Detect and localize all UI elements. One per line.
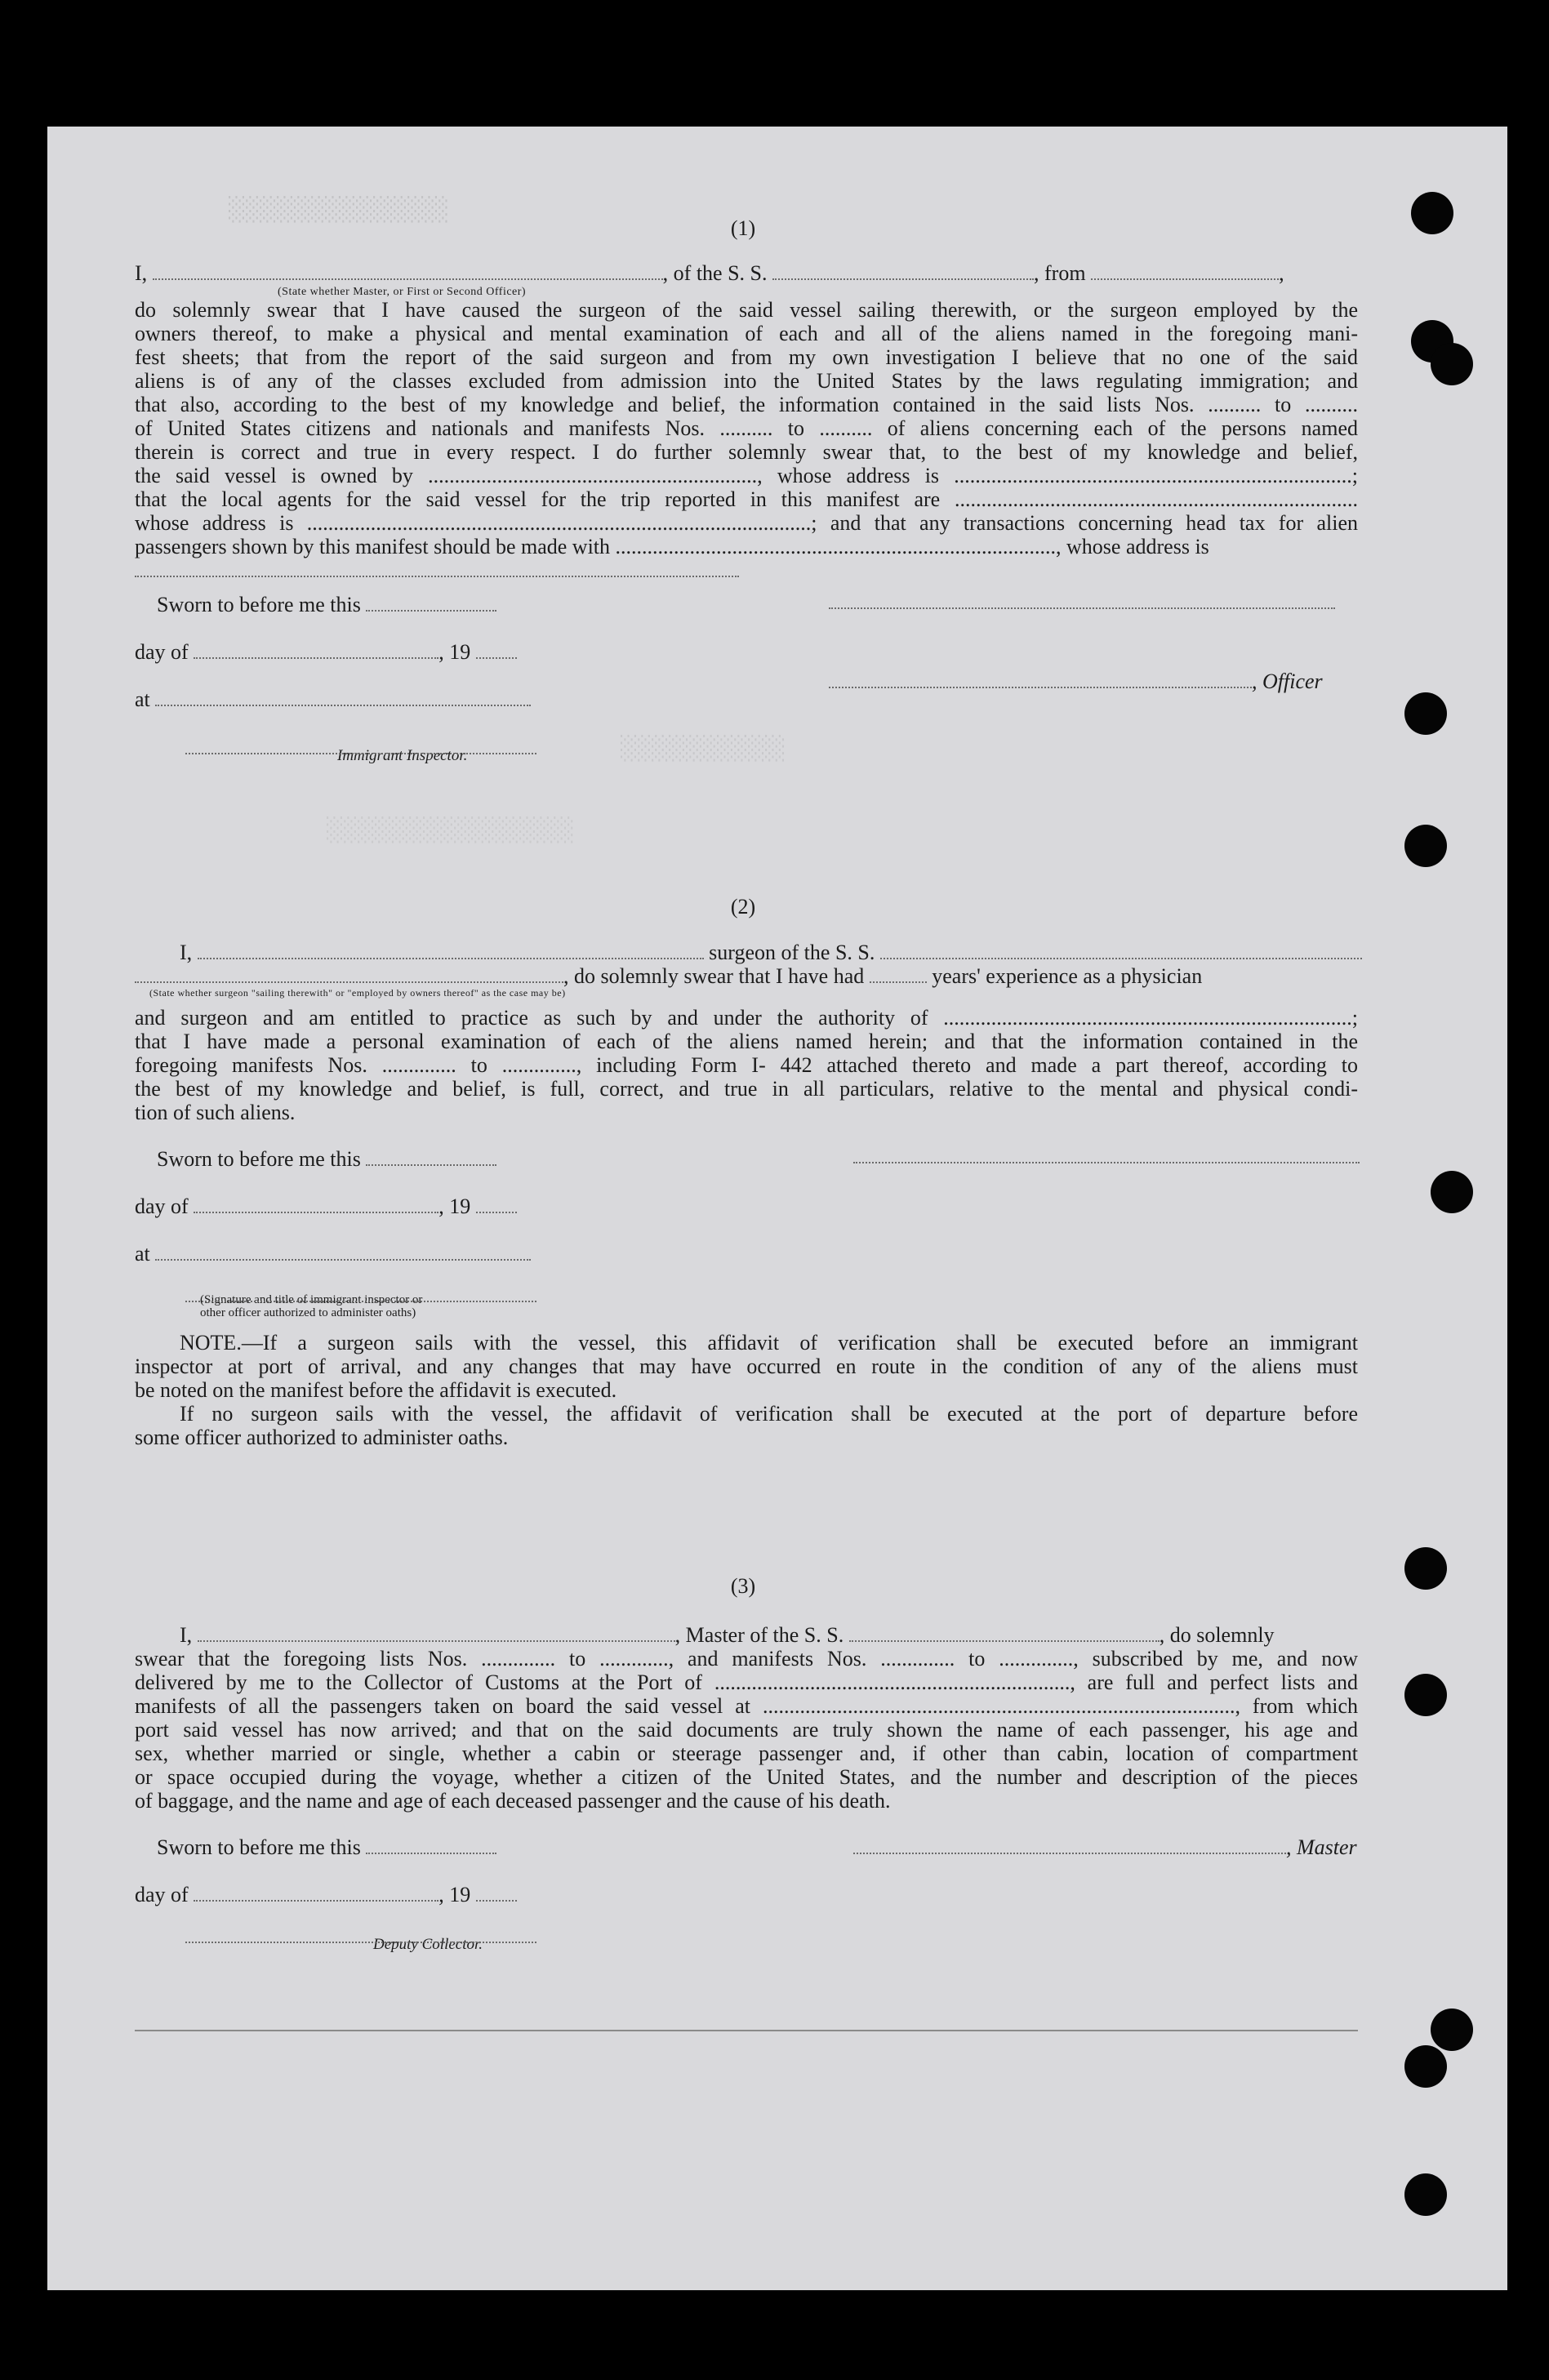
section-2-header-line: I, surgeon of the S. S. [135,941,1358,964]
section-1-number: (1) [730,216,756,240]
body-line: swear that the foregoing lists Nos. .............. to ............., and manifests Nos. .............. to .............., subscribed by me, and now [135,1647,1358,1670]
body-line: do solemnly swear that I have caused the surgeon of the said vessel sailing therewith, or the surgeon employed by the [135,298,1358,322]
bleed-through-text: ░░░░░░░░░░░░ [621,735,786,762]
body-line: or space occupied during the voyage, whether a citizen of the United States, and the number and description of the pieces [135,1765,1358,1789]
body-line: therein is correct and true in every respect. I do further solemnly swear that, to the best of my knowledge and belief, [135,440,1358,464]
section-3-day-line: day of , 19 [135,1883,1358,1906]
binder-hole-6 [1431,1171,1473,1213]
body-line: aliens is of any of the classes excluded from admission into the United States by the laws regulating immigration; and [135,369,1358,393]
section-2-body [135,1006,1358,1124]
binder-hole-1 [1411,192,1453,234]
body-line: foregoing manifests Nos. .............. to .............., including Form I- 442 attached thereto and made a part thereof, according to [135,1053,1358,1077]
section-2-sworn-line: Sworn to before me this [135,1147,1358,1171]
body-line: owners thereof, to make a physical and mental examination of each and all of the aliens named in the foregoing mani- [135,322,1358,345]
master-label: , Master [1286,1835,1357,1859]
body-line: that also, according to the best of my knowledge and belief, the information contained in the said lists Nos. .......... to .......... [135,393,1358,416]
officer-label: , Officer [1252,670,1323,693]
binder-hole-11 [1404,2173,1447,2216]
section-1-sworn-line: Sworn to before me this [135,593,1358,616]
bottom-rule [135,2030,1358,2031]
officer-caption: (State whether Master, or First or Second Officer) [278,286,527,298]
section-3-sworn-line: Sworn to before me this , Master [157,1835,1357,1859]
section-1-at-line: at , Officer [135,670,1323,711]
body-line: of United States citizens and nationals and manifests Nos. .......... to .......... of aliens concerning each of the persons named [135,416,1358,440]
body-line: that the local agents for the said vessel for the trip reported in this manifest are ............................................................................ [135,487,1358,511]
body-line: port said vessel has now arrived; and that on the said documents are truly shown the name of each passenger, his age and [135,1718,1358,1742]
surgeon-caption: (State whether surgeon "sailing therewith" or "employed by owners thereof" as the case may be) [149,987,566,999]
binder-hole-4 [1404,692,1447,735]
body-line: manifests of all the passengers taken on board the said vessel at ........................................................................................., from which [135,1694,1358,1718]
section-3-header-line: I, , Master of the S. S. , do solemnly [180,1623,1275,1647]
binder-hole-10 [1404,2045,1447,2088]
bleed-through-text: ░░░░░░░░░░░░░░░░░░ [327,816,575,843]
section-2-swear-line: , do solemnly swear that I have had years' experience as a physician [135,964,1358,988]
section-2-day-line: day of , 19 [135,1194,1358,1218]
immigrant-inspector-caption: Immigrant Inspector. [337,747,468,764]
section-2 [135,941,1358,1449]
binder-hole-5 [1404,825,1447,867]
binder-hole-9 [1431,2009,1473,2051]
binder-hole-8 [1404,1674,1447,1716]
body-line: whose address is ...............................................................................................; and that any transactions concerning head tax for alien [135,511,1358,535]
body-line: the said vessel is owned by .............................................................., whose address is ...........................................................................; [135,464,1358,487]
bleed-through-text: ░░░░░░░░░░░░░░░░ [229,196,449,223]
section-1-day-line: day of , 19 [135,640,1358,664]
body-line: and surgeon and am entitled to practice as such by and under the authority of .............................................................................; [135,1006,1358,1030]
deputy-collector-caption: Deputy Collector. [373,1936,483,1953]
note: NOTE.—If a surgeon sails with the vessel, this affidavit of verification shall be executed before an immigrant inspector at port of arrival, and any changes that may have occurred en route in the condition of any of the aliens must be noted on the manifest before the affidavit is executed. If no surgeon sails with the vessel, the affidavit of verification shall be executed at the port of departure before some officer authorized to administer oaths. [135,1331,1358,1449]
body-line: of baggage, and the name and age of each deceased passenger and the cause of his death. [135,1789,891,1813]
binder-hole-7 [1404,1547,1447,1590]
section-2-number: (2) [730,895,756,919]
body-line: passengers shown by this manifest should be made with ..................................................................................., whose address is [135,535,1209,558]
body-line: delivered by me to the Collector of Customs at the Port of ..................................................................., are full and perfect lists and [135,1670,1358,1694]
body-line: sex, whether married or single, whether a cabin or steerage passenger and, if other than cabin, location of compartment [135,1742,1358,1765]
signature-caption: (Signature and title of immigrant inspector or other officer authorized to administer oaths) [200,1293,423,1319]
body-line: the best of my knowledge and belief, is full, correct, and true in all particulars, relative to the mental and physical condi- [135,1077,1358,1101]
section-2-at-line: at [135,1242,1358,1266]
section-3-number: (3) [730,1574,756,1598]
body-line: fest sheets; that from the report of the said surgeon and from my own investigation I believe that no one of the said [135,345,1358,369]
binder-hole-3 [1431,343,1473,385]
body-line: tion of such aliens. [135,1101,296,1124]
section-1 [135,261,1358,767]
section-3 [135,1623,1358,1956]
section-3-body [135,1647,1358,1813]
section-1-body [135,298,1358,558]
section-1-header-line: I, , of the S. S. , from , [135,261,1284,285]
body-line: that I have made a personal examination of each of the aliens named herein; and that the information contained in the [135,1030,1358,1053]
note-label: NOTE. [180,1331,242,1355]
